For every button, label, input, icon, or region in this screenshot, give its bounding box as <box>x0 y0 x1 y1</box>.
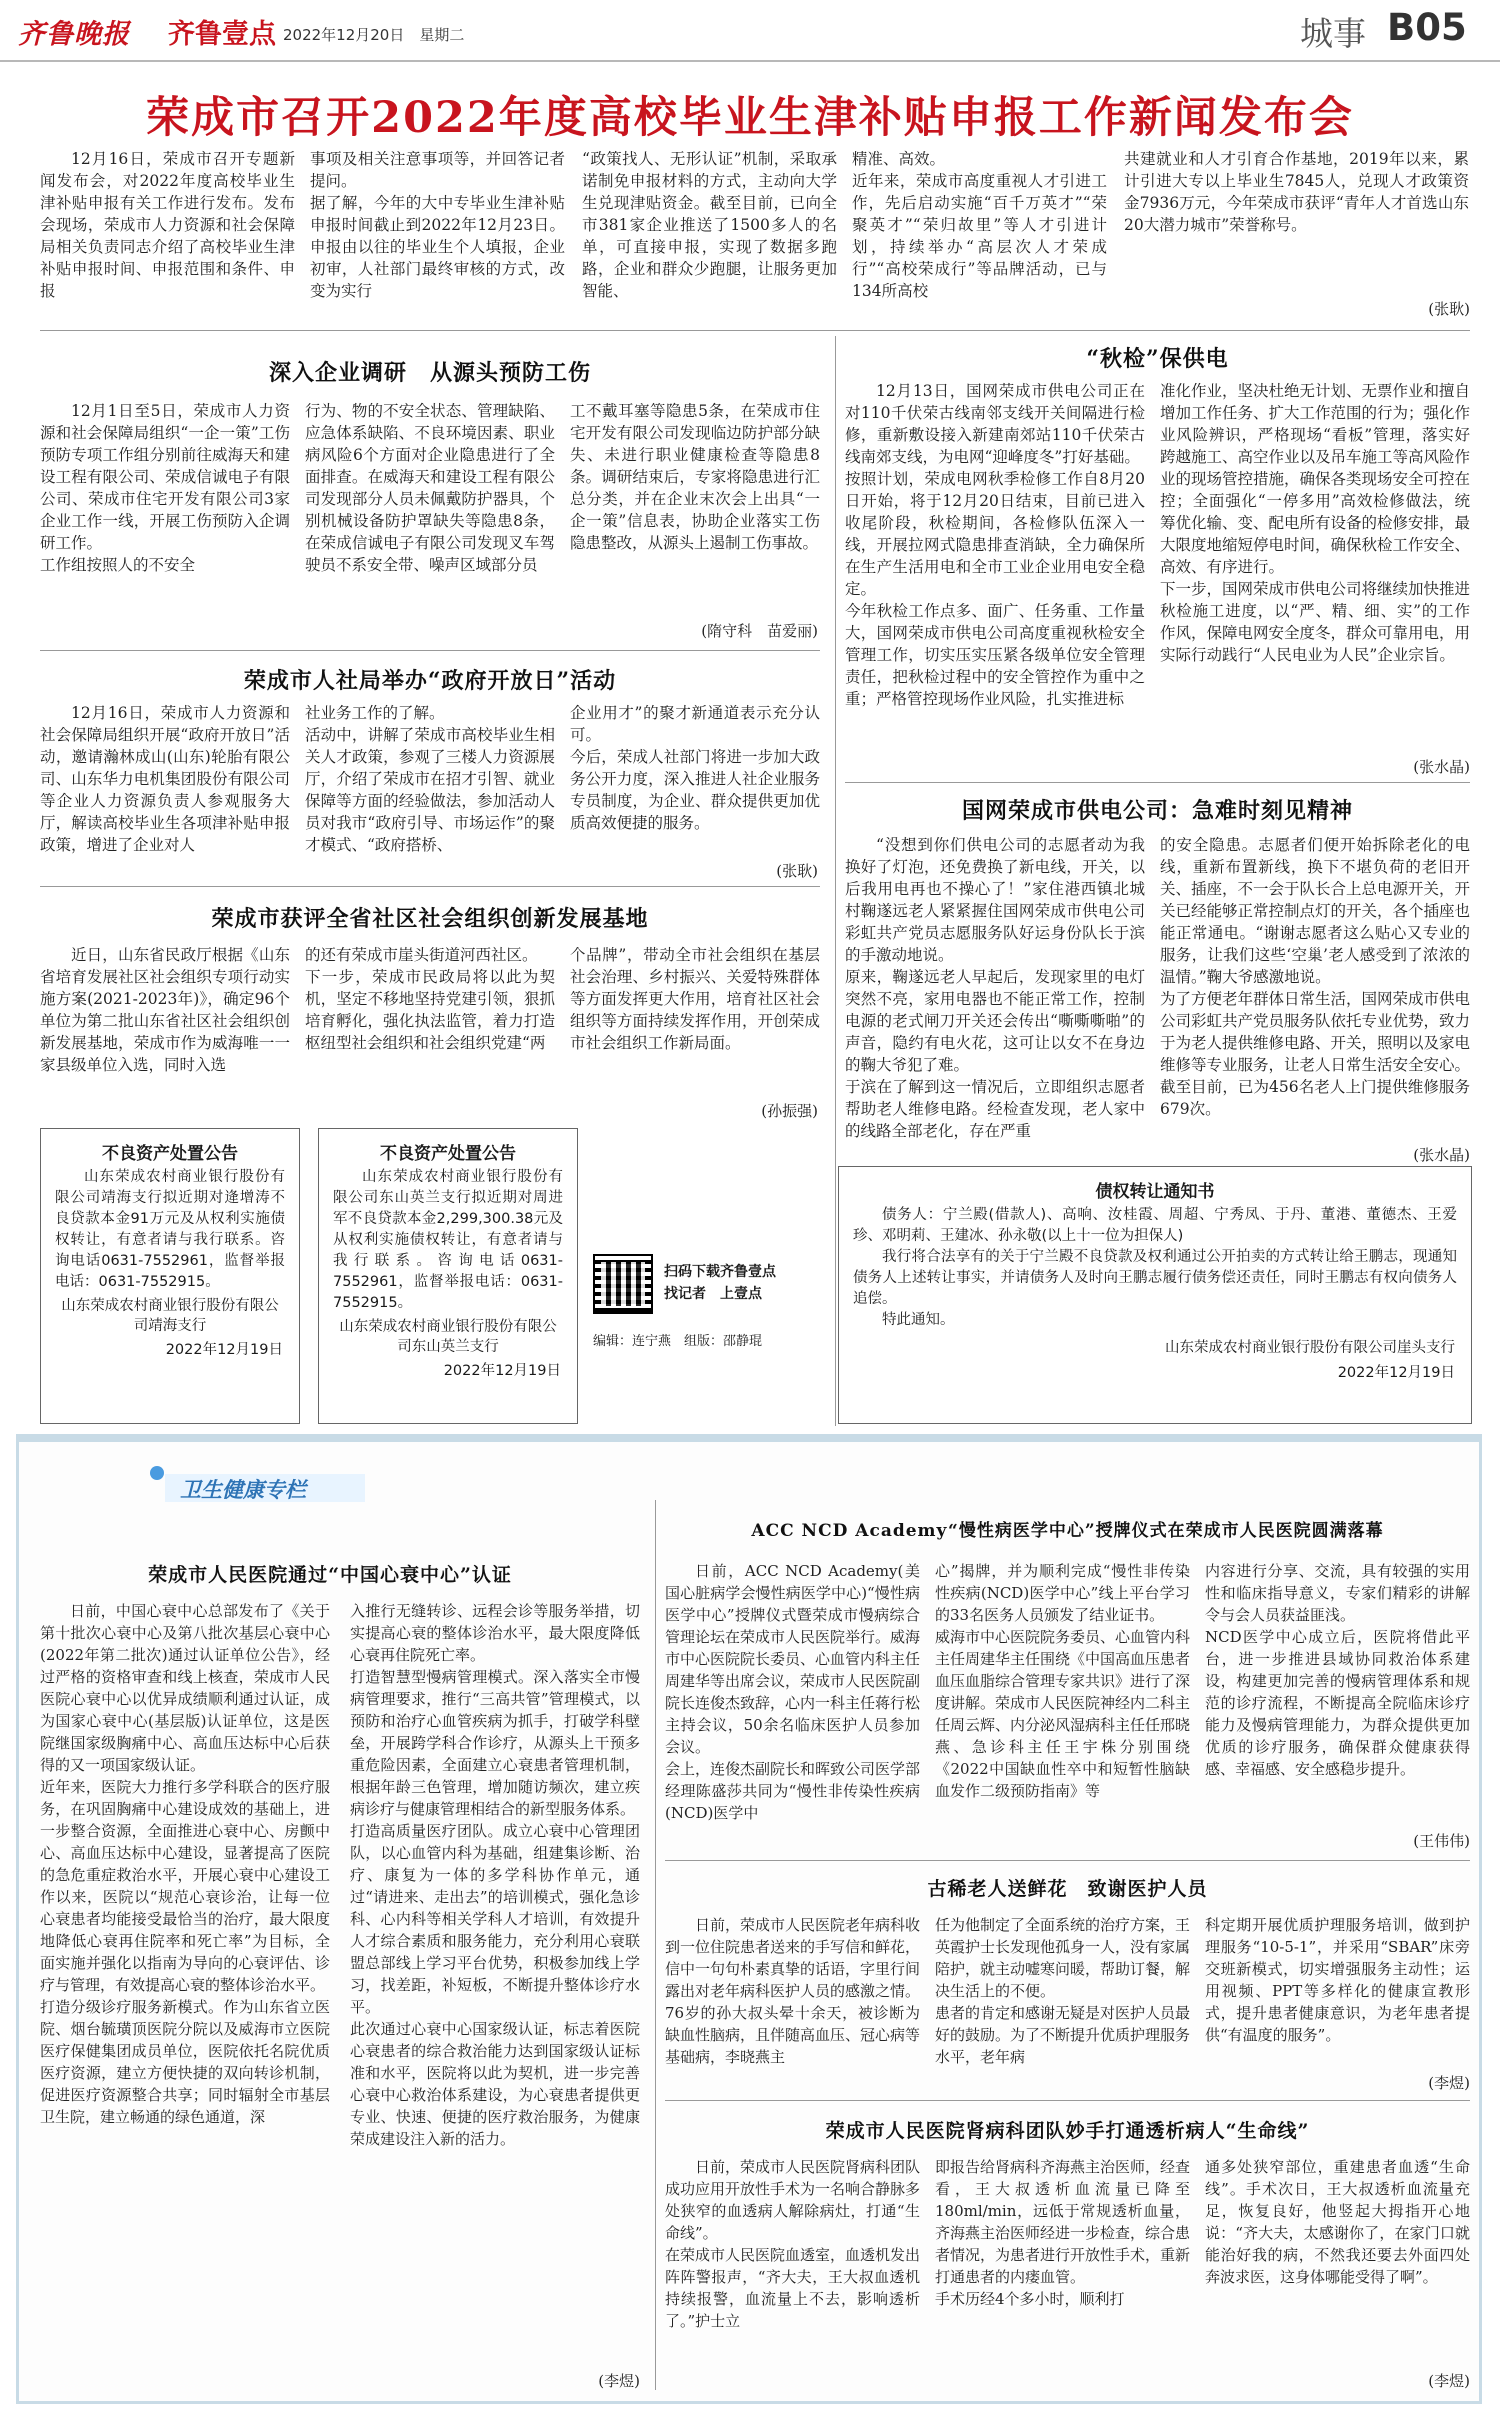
a3-col-2 <box>305 702 555 878</box>
b1-text-2: 准化作业，坚决杜绝无计划、无票作业和擅自增加工作任务、扩大工作范围的行为；强化作业风险辨识，严格现场“看板”管理，落实好跨越施工、高空作业以及吊车施工等高风险作业的现场管控措施，确保各类现场安全可控在控；全面强化“一停多用”高效检修做法，统筹优化输、变、配电所有设备的检修安排，最大限度地缩短停电时间，确保秋检工作安全、高效、有序进行。 下一步，国网荣成市供电公司将继续加快推进秋检施工进度，以“严、精、细、实”的工作作风，保障电网安全度冬，群众可靠用电，用实际行动践行“人民电业为人民”企业宗旨。 <box>1160 382 1470 664</box>
h3-text-1: 日前，荣成市人民医院老年病科收到一位住院患者送来的手写信和鲜花，信中一句句朴素真挚的话语，字里行间露出对老年病科医护人员的感激之情。 76岁的孙大叔头晕十余天，被诊断为缺血性脑病，且伴随高血压、冠心病等基础病，李晓燕主 <box>665 1916 920 2066</box>
page-number: B05 <box>1387 6 1467 49</box>
a3-text-1: 12月16日，荣成市人力资源和社会保障局组织开展“政府开放日”活动，邀请瀚林成山(山东)轮胎有限公司、山东华力电机集团股份有限公司等企业人力资源负责人参观服务大厅，解读高校毕业生各项津补贴申报政策，增进了企业对人 <box>40 704 290 854</box>
lead-col-4 <box>852 148 1107 324</box>
qr-code-pattern <box>601 1262 645 1306</box>
rule <box>40 886 820 887</box>
h3-col-1 <box>665 1914 920 2090</box>
rule <box>845 782 1470 783</box>
h1-title: 荣成市人民医院通过“中国心衰中心”认证 <box>148 1564 512 1586</box>
lead-col-3 <box>582 148 837 324</box>
lead-col-1 <box>40 148 295 324</box>
a3-text-3: 企业用才”的聚才新通道表示充分认可。 今后，荣成人社部门将进一步加大政务公开力度，深入推进人社企业服务专员制度，为企业、群众提供更加优质高效便捷的服务。 <box>570 704 820 832</box>
lead-text-1: 12月16日，荣成市召开专题新闻发布会，对2022年度高校毕业生津补贴申报有关工作进行发布。发布会现场，荣成市人力资源和社会保障局相关负责同志介绍了高校毕业生津补贴申报时间、申报范围和条件、申报 <box>40 150 295 300</box>
a4-col-3 <box>570 944 820 1098</box>
b1-col-2 <box>1160 380 1470 756</box>
notice-body-3: 特此通知。 <box>882 1312 955 1328</box>
a2-text-2: 行为、物的不安全状态、管理缺陷、应急体系缺陷、不良环境因素、职业病风险6个方面对企业隐患进行了全面排查。在威海天和建设工程有限公司发现部分人员未佩戴防护器具，个别机械设备防护罩缺失等隐患8条，在荣成信诚电子有限公司发现叉车驾驶员不系安全带、噪声区域部分员 <box>305 402 555 574</box>
h2-col-2 <box>935 1560 1190 1846</box>
rule <box>665 1860 1470 1861</box>
a2-byline: (隋守科 苗爱丽) <box>701 622 818 640</box>
a2-col-3 <box>570 400 820 620</box>
a3-col-3 <box>570 702 820 856</box>
article-title-emergency-spirit: 国网荣成市供电公司：急难时刻见精神 <box>961 798 1353 824</box>
h4-text-3: 通多处狭窄部位，重建患者血透“生命线”。手术次日，王大叔透析血流量充足，恢复良好，他竖起大拇指开心地说：“齐大夫，太感谢你了，在家门口就能治好我的病，不然我还要去外面四处奔波求医，这身体哪能受得了啊”。 <box>1205 2158 1470 2286</box>
a2-text-1: 12月1日至5日，荣成市人力资源和社会保障局组织“一企一策”工伤预防专项工作组分别前往威海天和建设工程有限公司、荣成信诚电子有限公司、荣成市住宅开发有限公司3家企业工作一线，开展工伤预防入企调研工作。 工作组按照人的不安全 <box>40 402 290 574</box>
h3-text-2: 任为他制定了全面系统的治疗方案，王英霞护士长发现他孤身一人，没有家属陪护，就主动嘘寒问暖，帮助订餐，解决生活上的不便。 患者的肯定和感谢无疑是对医护人员最好的鼓励。为了不断提升优质护理服务水平，老年病 <box>935 1916 1190 2066</box>
brand-logo-qilu-yidian: 齐鲁壹点 <box>168 19 276 50</box>
h4-col-1 <box>665 2156 920 2392</box>
lead-text-4: 精准、高效。 近年来，荣成市高度重视人才引进工作，先后启动实施“百千万英才”“荣聚英才”“荣归故里”等人才引进计划，持续举办“高层次人才荣成行”“高校荣成行”等品牌活动，已与134所高校 <box>852 150 1107 300</box>
lead-text-2: 事项及相关注意事项等，并回答记者提问。 据了解，今年的大中专毕业生津补贴申报时间截止到2022年12月23日。申报由以往的毕业生个人填报，企业初审，人社部门最终审核的方式，改变为实行 <box>310 150 565 300</box>
a4-col-2 <box>305 944 555 1120</box>
h3-byline: (李煜) <box>1428 2074 1470 2092</box>
ad2-sign: 山东荣成农村商业银行股份有限公司东山英兰支行 <box>339 1319 557 1355</box>
h1-col-2 <box>350 1600 640 2370</box>
ad1-body <box>41 1164 299 1296</box>
notice-body-2: 我行将合法享有的关于宁兰殿不良贷款及权利通过公开拍卖的方式转让给王鹏志，现通知债务人上述转让事实，并请债务人及时向王鹏志履行债务偿还责任，同时王鹏志有权向债务人追偿。 <box>853 1249 1457 1307</box>
ad2-body <box>319 1164 577 1317</box>
ad1-body-text: 山东荣成农村商业银行股份有限公司靖海支行拟近期对逄增涛不良贷款本金91万元及从权利实施债权转让，有意者请与我行联系。咨询电话0631-7552961，监督举报电话：0631-7552915。 <box>55 1169 285 1290</box>
editor-credit: 编辑：连宁燕 组版：邵静琨 <box>593 1334 763 1349</box>
a4-text-2: 的还有荣成市崖头街道河西社区。 下一步，荣成市民政局将以此为契机，坚定不移地坚持党建引领，狠抓培育孵化，强化执法监管，着力打造枢纽型社会组织和社会组织党建“两 <box>305 946 555 1052</box>
h1-byline: (李煜) <box>598 2372 640 2390</box>
h4-title: 荣成市人民医院肾病科团队妙手打通透析病人“生命线” <box>825 2120 1310 2142</box>
main-headline: 荣成市召开2022年度高校毕业生津补贴申报工作新闻发布会 <box>146 93 1354 143</box>
rule <box>40 330 1470 331</box>
a3-col-1 <box>40 702 290 878</box>
lead-text-5: 共建就业和人才引育合作基地，2019年以来，累计引进大专以上毕业生7845人，兑现人才政策资金7936万元，今年荣成市获评“青年人才首选山东20大潜力城市”荣誉称号。 <box>1124 150 1469 234</box>
rule <box>40 650 820 651</box>
a3-byline: (张耿) <box>776 862 818 880</box>
a2-col-1 <box>40 400 290 640</box>
column-divider <box>655 1500 656 2390</box>
a4-col-1 <box>40 944 290 1120</box>
h3-text-3: 科定期开展优质护理服务培训，做到护理服务“10-5-1”，并采用“SBAR”床旁交班新模式，切实增强服务主动性；运用视频、PPT等多样化的健康宣教形式，提升患者健康意识，为老年患者提供“有温度的服务”。 <box>1205 1916 1470 2044</box>
h3-col-2 <box>935 1914 1190 2090</box>
article-title-injury-prevention: 深入企业调研 从源头预防工伤 <box>268 360 591 386</box>
health-dot-icon <box>150 1466 164 1480</box>
a2-text-3: 工不戴耳塞等隐患5条，在荣成市住宅开发有限公司发现临边防护部分缺失、未进行职业健康检查等隐患8条。调研结束后，专家将隐患进行汇总分类，并在企业末次会上出具“一企一策”信息表，协助企业落实工伤隐患整改，从源头上遏制工伤事故。 <box>570 402 820 552</box>
b1-text-1: 12月13日，国网荣成市供电公司正在对110千伏荣古线南邻支线开关间隔进行检修，重新敷设接入新建南郊站110千伏荣古线南郊支线，为电网“迎峰度冬”打好基础。 按照计划，荣成电网秋季检修工作自8月20日开始，将于12月20日结束，目前已进入收尾阶段，秋检期间，各检修队伍深入一线，开展拉网式隐患排查消缺，全力确保所在生产生活用电和全市工业企业用电安全稳定。 今年秋检工作点多、面广、任务重、工作量大，国网荣成市供电公司高度重视秋检安全管理工作，切实压实压紧各级单位安全管理责任，把秋检过程中的安全管控作为重中之重；严格管控现场作业风险，扎实推进标 <box>845 382 1145 708</box>
h2-byline: (王伟伟) <box>1413 1832 1470 1850</box>
h1-text-1: 日前，中国心衰中心总部发布了《关于第十批次心衰中心及第八批次基层心衰中心(2022年第二批次)通过认证单位公告》，经过严格的资格审查和线上核查，荣成市人民医院心衰中心以优异成绩顺利通过认证，成为国家心衰中心(基层版)认证单位，这是医院继国家级胸痛中心、高血压达标中心后获得的又一项国家级认证。 近年来，医院大力推行多学科联合的医疗服务，在巩固胸痛中心建设成效的基础上，进一步整合资源，全面推进心衰中心、房颤中心、高血压达标中心建设，显著提高了医院的急危重症救治水平，开展心衰中心建设工作以来，医院以“规范心衰诊治，让每一位心衰患者均能接受最恰当的治疗，最大限度地降低心衰再住院率和死亡率”为目标，全面实施并强化以指南为导向的心衰评估、诊疗与管理，有效提高心衰的整体诊治水平。 打造分级诊疗服务新模式。作为山东省立医院、烟台毓璜顶医院分院以及威海市立医院医疗保健集团成员单位，医院依托名院优质医疗资源，建立方便快捷的双向转诊机制，促进医疗资源整合共享；同时辐射全市基层卫生院，建立畅通的绿色通道，深 <box>40 1602 330 2126</box>
h2-text-1: 日前，ACC NCD Academy(美国心脏病学会慢性病医学中心)“慢性病医学中心”授牌仪式暨荣成市慢病综合管理论坛在荣成市人民医院举行。威海市中心医院院长委员、心血管内科主任周建华等出席会议，荣成市人民医院副院长连俊杰致辞，心内一科主任蒋行松主持会议，50余名临床医护人员参加会议。 会上，连俊杰副院长和晖致公司医学部经理陈盛莎共同为“慢性非传染性疾病(NCD)医学中 <box>665 1562 920 1822</box>
a2-col-2 <box>305 400 555 640</box>
section-name: 城事 <box>1300 14 1366 53</box>
b2-text-1: “没想到你们供电公司的志愿者动为我换好了灯泡，还免费换了新电线，开关，以后我用电再也不操心了！”家住港西镇北城村鞠遂远老人紧紧握住国网荣成市供电公司彩虹共产党员志愿服务队好运身份队长于滨的手激动地说。 原来，鞠遂远老人早起后，发现家里的电灯突然不亮，家用电器也不能正常工作，控制电源的老式闸刀开关还会传出“嘶嘶嘶啪”的声音，隐约有电火花，这可让以女不在身边的鞠大爷犯了难。 于滨在了解到这一情况后，立即组织志愿者帮助老人维修电路。经检查发现，老人家中的线路全部老化，存在严重 <box>845 836 1145 1140</box>
ad1-sign: 山东荣成农村商业银行股份有限公司靖海支行 <box>61 1298 279 1334</box>
b2-col-2 <box>1160 834 1470 1144</box>
h2-text-3: 内容进行分享、交流，具有较强的实用性和临床指导意义，专家们精彩的讲解令与会人员获益匪浅。 NCD医学中心成立后，医院将借此平台，进一步推进县域协同救治体系建设，构建更加完善的慢病管理体系和规范的诊疗流程，不断提高全院临床诊疗能力及慢病管理能力，为群众提供更加优质的诊疗服务，确保群众健康获得感、幸福感、安全感稳步提升。 <box>1205 1562 1470 1778</box>
h2-col-1 <box>665 1560 920 1846</box>
notice-debt-transfer <box>838 1166 1472 1424</box>
a4-byline: (孙振强) <box>761 1102 818 1120</box>
notice-body <box>839 1202 1471 1334</box>
ad-bad-asset-2 <box>318 1128 578 1424</box>
h4-col-3 <box>1205 2156 1470 2370</box>
b2-byline: (张水晶) <box>1413 1146 1470 1164</box>
lead-text-3: “政策找人、无形认证”机制，采取承诺制免申报材料的方式，主动向大学生兑现津贴资金。截至目前，已向全市381家企业推送了1500多人的名单，可直接申报，实现了数据多跑路，企业和群众少跑腿，让服务更加智能、 <box>582 150 837 300</box>
notice-sign: 山东荣成农村商业银行股份有限公司崖头支行 <box>1165 1340 1455 1356</box>
ad2-date: 2022年12月19日 <box>443 1363 561 1379</box>
issue-date: 2022年12月20日 星期二 <box>283 26 465 44</box>
promo-scan: 扫码下载齐鲁壹点 <box>664 1264 776 1280</box>
h4-byline: (李煜) <box>1428 2372 1470 2390</box>
h4-text-2: 即报告给肾病科齐海燕主治医师，经查看，王大叔透析血流量已降至180ml/min，远低于常规透析血量，齐海燕主治医师经进一步检查，综合患者情况，为患者进行开放性手术，重新打通患者的内瘘血管。 手术历经4个多小时，顺利打 <box>935 2158 1190 2308</box>
h1-col-1 <box>40 1600 330 2392</box>
h2-text-2: 心”揭牌，并为顺利完成“慢性非传染性疾病(NCD)医学中心”线上平台学习的33名医务人员颁发了结业证书。 威海市中心医院院务委员、心血管内科主任周建华主任围绕《中国高血压患者血压血脂综合管理专家共识》进行了深度讲解。荣成市人民医院神经内二科主任周云辉、内分泌风湿病科主任任邢晓燕、急诊科主任王宇株分别围绕《2022中国缺血性卒中和短暂性脑缺血发作二级预防指南》等 <box>935 1562 1190 1800</box>
ad1-title: 不良资产处置公告 <box>102 1144 238 1164</box>
h3-title: 古稀老人送鲜花 致谢医护人员 <box>927 1878 1208 1900</box>
article-title-autumn-check: “秋检”保供电 <box>1086 346 1229 372</box>
h1-text-2: 入推行无缝转诊、远程会诊等服务举措，切实提高心衰的整体诊治水平，最大限度降低心衰再住院死亡率。 打造智慧型慢病管理模式。深入落实全市慢病管理要求，推行“三高共管”管理模式，以预防和治疗心血管疾病为抓手，打破学科壁垒，开展跨学科合作诊疗，从源头上干预多重危险因素，全面建立心衰患者管理机制，根据年龄三色管理，增加随访频次，建立疾病诊疗与健康管理相结合的新型服务体系。 打造高质量医疗团队。成立心衰中心管理团队，以心血管内科为基础，组建集诊断、治疗、康复为一体的多学科协作单元，通过“请进来、走出去”的培训模式，强化急诊科、心内科等相关学科人才培训，有效提升人才综合素质和服务能力，充分利用心衰联盟总部线上学习平台优势，积极参加线上学习，找差距，补短板，不断提升整体诊疗水平。 此次通过心衰中心国家级认证，标志着医院心衰患者的综合救治能力达到国家级认证标准和水平，医院将以此为契机，进一步完善心衰中心救治体系建设，为心衰患者提供更专业、快速、便捷的医疗救治服务，为健康荣成建设注入新的活力。 <box>350 1602 640 2148</box>
h4-col-2 <box>935 2156 1190 2392</box>
rule <box>665 2100 1470 2101</box>
lead-byline: (张耿) <box>1428 300 1470 318</box>
a3-text-2: 社业务工作的了解。 活动中，讲解了荣成市高校毕业生相关人才政策，参观了三楼人力资源展厅，介绍了荣成市在招才引智、就业保障等方面的经验做法，参加活动人员对我市“政府引导、市场运作”的聚才模式、“政府搭桥、 <box>305 704 555 854</box>
article-title-open-day: 荣成市人社局举办“政府开放日”活动 <box>243 668 617 694</box>
notice-title: 债权转让通知书 <box>1095 1182 1215 1202</box>
ad1-date: 2022年12月19日 <box>165 1342 283 1358</box>
h4-text-1: 日前，荣成市人民医院肾病科团队成功应用开放性手术为一名响合静脉多处狭窄的血透病人解除病灶，打通“生命线”。 在荣成市人民医院血透室，血透机发出阵阵警报声，“齐大夫，王大叔血透机持续报警，血流量上不去，影响透析了。”护士立 <box>665 2158 920 2330</box>
health-column-band <box>16 1434 1482 1442</box>
b2-text-2: 的安全隐患。志愿者们便开始拆除老化的电线，重新布置新线，换下不堪负荷的老旧开关、插座，不一会于队长合上总电源开关，开关已经能够正常控制点灯的开关，各个插座也能正常通电。“谢谢志愿者这么贴心又专业的服务，让我们这些‘空巢’老人感受到了浓浓的温情。”鞠大爷感激地说。 为了方便老年群体日常生活，国网荣成市供电公司彩虹共产党员服务队依托专业优势，致力于为老人提供维修电路、开关，照明以及家电维修等专业服务，让老人日常生活安全安心。截至目前，已为456名老人上门提供维修服务679次。 <box>1160 836 1470 1118</box>
lead-col-2 <box>310 148 565 324</box>
promo-slogan: 找记者 上壹点 <box>664 1286 762 1302</box>
article-title-community-org: 荣成市获评全省社区社会组织创新发展基地 <box>211 906 649 932</box>
b1-col-1 <box>845 380 1145 778</box>
h2-col-3 <box>1205 1560 1470 1830</box>
ad2-body-text: 山东荣成农村商业银行股份有限公司东山英兰支行拟近期对周进军不良贷款本金2,299,300.38元及从权利实施债权转让，有意者请与我行联系。咨询电话0631-7552961，监督举报电话：0631-7552915。 <box>333 1169 563 1311</box>
notice-body-1: 债务人：宁兰殿(借款人)、高响、汝桂霞、周超、宁秀凤、于丹、董港、董德杰、王爱珍、邓明莉、王建冰、孙永敬(以上十一位为担保人) <box>853 1207 1457 1244</box>
a4-text-1: 近日，山东省民政厅根据《山东省培育发展社区社会组织专项行动实施方案(2021-2023年)》，确定96个单位为第二批山东省社区社会组织创新发展基地，荣成市作为威海唯一一家县级单位入选，同时入选 <box>40 946 290 1074</box>
h3-col-3 <box>1205 1914 1470 2068</box>
column-divider <box>835 336 836 1426</box>
b1-byline: (张水晶) <box>1413 758 1470 776</box>
health-column-label: 卫生健康专栏 <box>180 1478 306 1502</box>
ad-bad-asset-1 <box>40 1128 300 1424</box>
a4-text-3: 个品牌”，带动全市社会组织在基层社会治理、乡村振兴、关爱特殊群体等方面发挥更大作用，培育社区社会组织等方面持续发挥作用，开创荣成市社会组织工作新局面。 <box>570 946 820 1052</box>
h2-title: ACC NCD Academy“慢性病医学中心”授牌仪式在荣成市人民医院圆满落幕 <box>751 1521 1384 1541</box>
brand-logo-qilu-evening: 齐鲁晚报 <box>18 19 130 50</box>
lead-col-5 <box>1124 148 1469 300</box>
notice-date: 2022年12月19日 <box>1337 1365 1455 1381</box>
b2-col-1 <box>845 834 1145 1144</box>
ad2-title: 不良资产处置公告 <box>380 1144 516 1164</box>
